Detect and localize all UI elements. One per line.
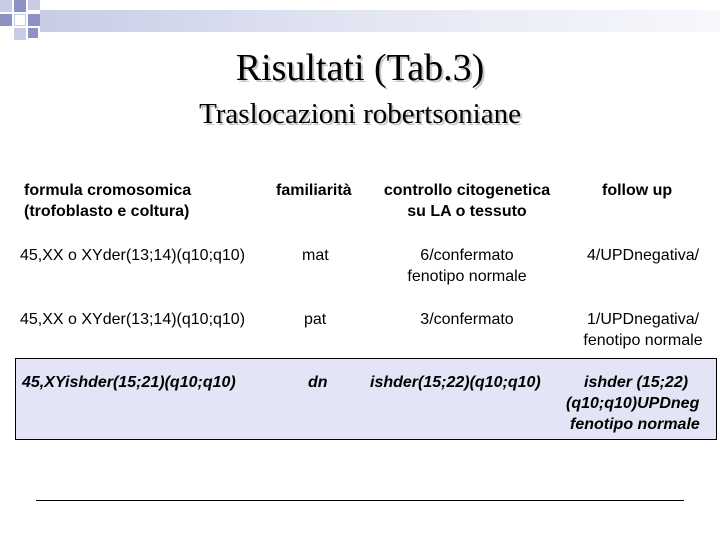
bottom-rule <box>36 500 684 501</box>
row3-follow-up <box>566 372 716 435</box>
row1-controllo-line2: fenotipo normale <box>407 268 527 285</box>
row3-follow-line1: ishder (15;22) <box>584 374 689 391</box>
row3-familiarita: dn <box>308 374 328 391</box>
header-formula-line1: formula cromosomica <box>24 182 192 199</box>
row2-follow-line1: 1/UPDnegativa/ <box>586 311 700 328</box>
row3-controllo <box>370 372 541 393</box>
row3-controllo-line1: ishder(15;22)(q10;q10) <box>370 374 541 391</box>
row2-follow-up <box>566 309 720 351</box>
slide-title: Risultati (Tab.3) <box>235 47 485 89</box>
row1-follow-up <box>566 245 720 266</box>
row2-controllo-line1: 3/confermato <box>420 311 514 328</box>
row2-controllo <box>362 309 572 330</box>
row3-formula: 45,XYishder(15;21)(q10;q10) <box>22 374 236 391</box>
top-gradient-bar <box>40 10 720 32</box>
row2-familiarita: pat <box>304 311 327 328</box>
row1-controllo <box>362 245 572 287</box>
header-formula-line2: (trofoblasto e coltura) <box>24 203 190 220</box>
header-controllo-line1: controllo citogenetica <box>383 182 551 199</box>
row2-follow-line2: fenotipo normale <box>583 332 703 349</box>
row3-follow-line2: (q10;q10)UPDneg <box>566 395 700 412</box>
header-familiarita: familiarità <box>276 182 352 199</box>
header-follow-up: follow up <box>602 182 673 199</box>
row1-formula: 45,XX o XYder(13;14)(q10;q10) <box>20 247 246 264</box>
row3-follow-line3: fenotipo normale <box>570 416 700 433</box>
header-controllo-line2: su LA o tessuto <box>407 203 527 220</box>
slide-subtitle: Traslocazioni robertsoniane <box>199 98 521 130</box>
row1-follow-line1: 4/UPDnegativa/ <box>586 247 700 264</box>
row1-familiarita: mat <box>302 247 329 264</box>
header-controllo <box>362 180 572 222</box>
header-formula <box>24 180 191 222</box>
row1-controllo-line1: 6/confermato <box>420 247 514 264</box>
row2-formula: 45,XX o XYder(13;14)(q10;q10) <box>20 311 246 328</box>
